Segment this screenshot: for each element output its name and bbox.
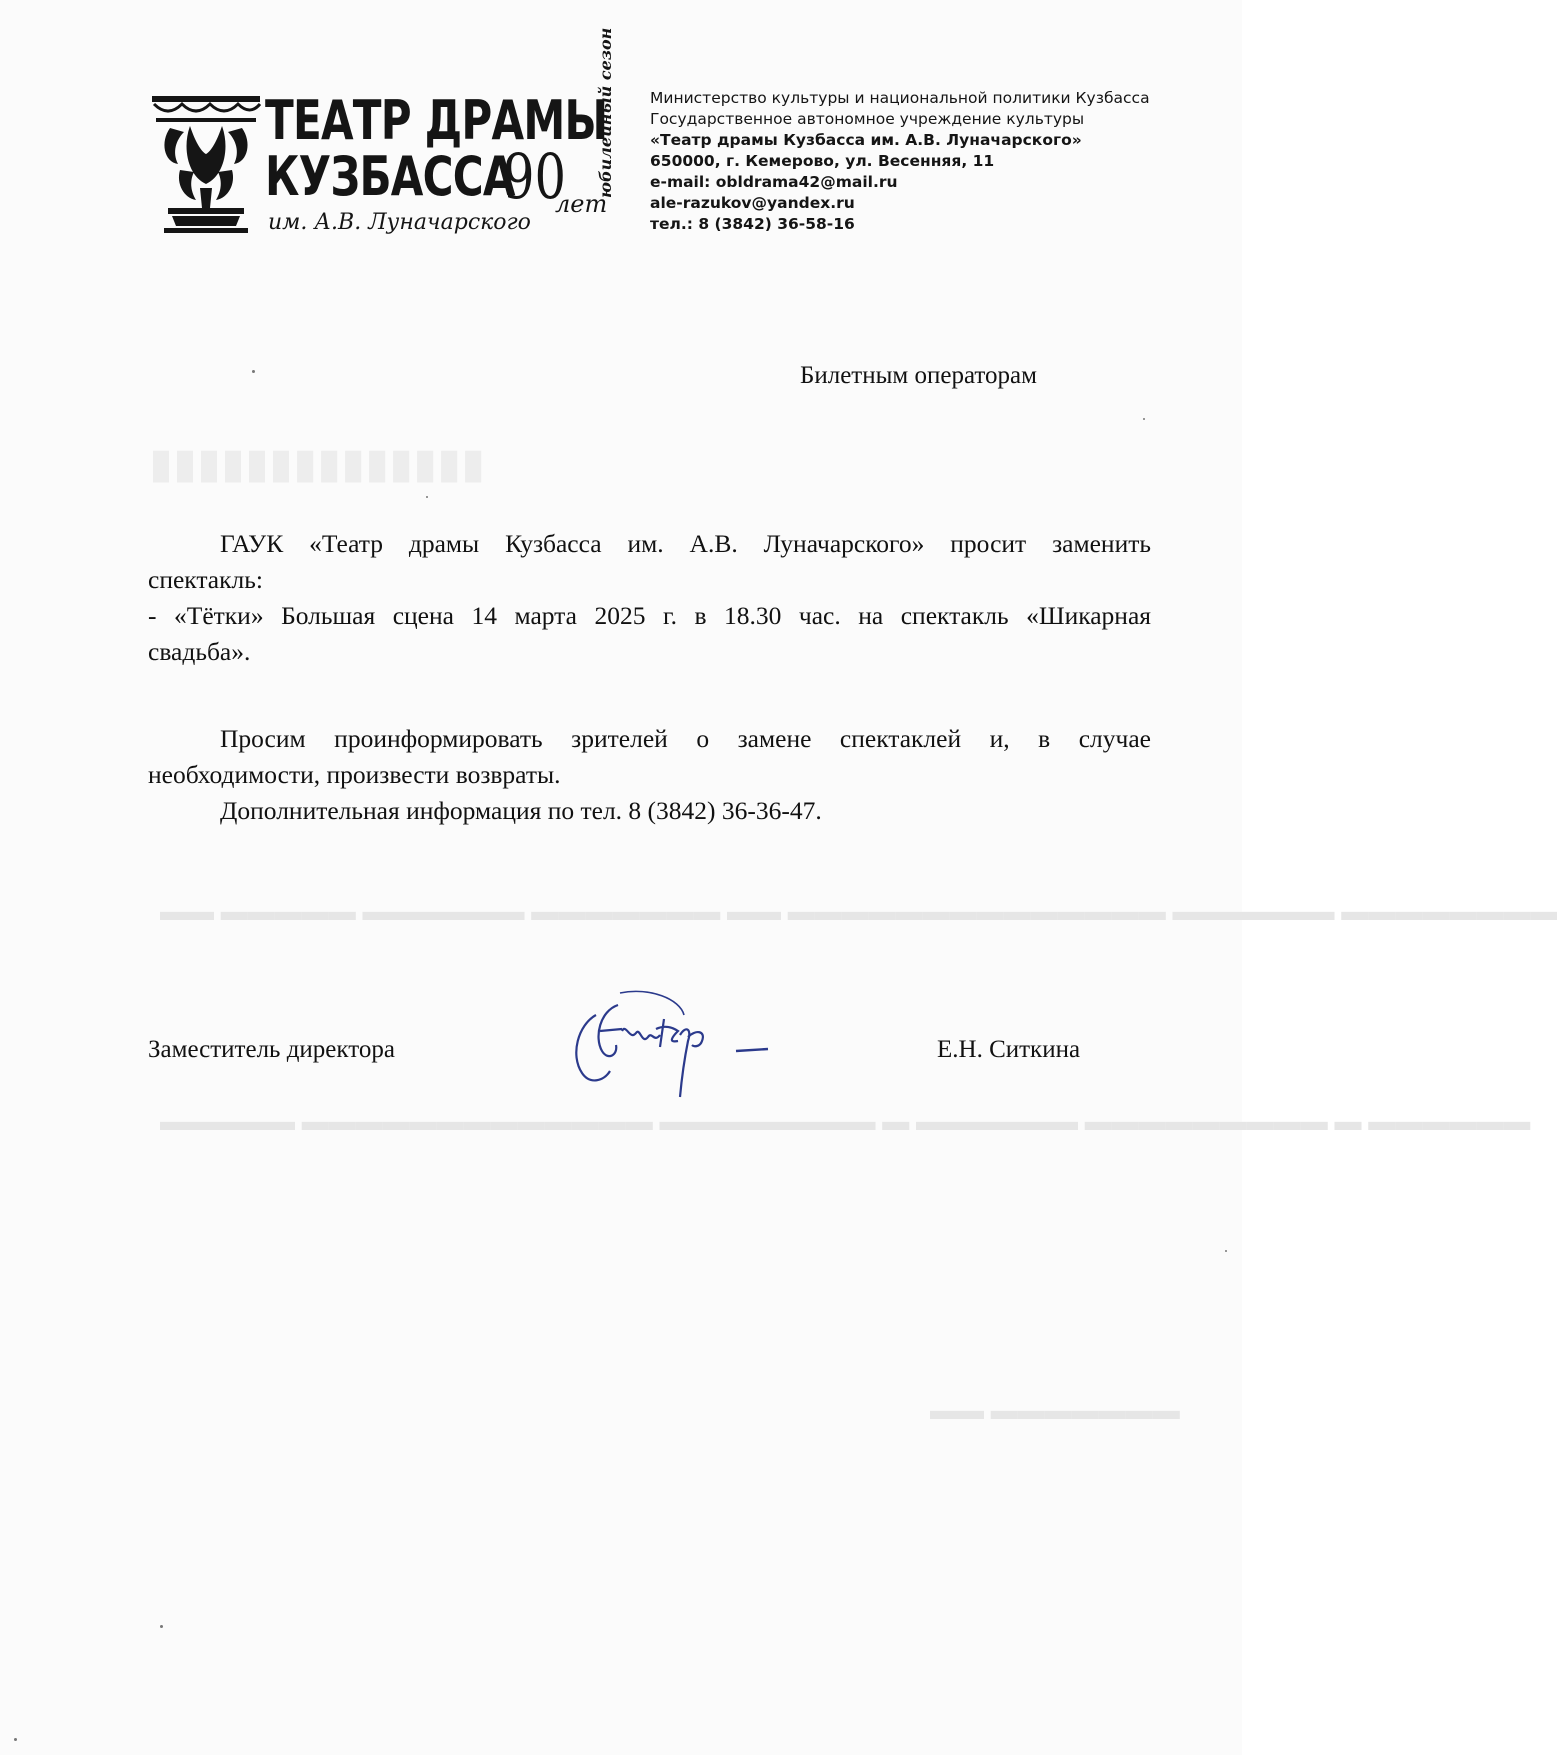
request-line-1: ГАУК «Театр драмы Кузбасса им. А.В. Луначарского» просит заменить bbox=[220, 529, 1151, 558]
handwritten-signature bbox=[560, 985, 800, 1105]
email-line-2: ale-razukov@yandex.ru bbox=[650, 194, 855, 212]
bleed-through-header: ▮▮▮▮▮▮▮▮▮▮▮▮▮▮ bbox=[150, 441, 487, 486]
scan-speck bbox=[426, 496, 428, 498]
signatory-name: Е.Н. Ситкина bbox=[937, 1036, 1081, 1063]
logo-title-line-1: ТЕАТР ДРАМЫ bbox=[265, 89, 608, 152]
ministry-line: Министерство культуры и национальной политики Кузбасса bbox=[650, 89, 1150, 107]
logo-anniversary-number: 90 bbox=[503, 140, 567, 213]
scan-speck bbox=[160, 1625, 163, 1628]
scan-speck bbox=[14, 1738, 17, 1741]
letterhead-contacts bbox=[650, 88, 1150, 235]
logo-script-name: им. А.В. Луначарского bbox=[268, 210, 531, 235]
bleed-through-text-3: ▬▬ ▬▬▬▬▬▬▬ bbox=[930, 1395, 1180, 1425]
logo-title-line-2: КУЗБАССА bbox=[265, 145, 515, 208]
scan-speck bbox=[1143, 418, 1145, 420]
logo-vertical-text: юбилейный сезон bbox=[596, 27, 615, 198]
address-line: 650000, г. Кемерово, ул. Весенняя, 11 bbox=[650, 152, 995, 170]
email-line-1: e-mail: obldrama42@mail.ru bbox=[650, 173, 898, 191]
request-line-2: спектакль: bbox=[148, 565, 263, 594]
institution-name-line: «Театр драмы Кузбасса им. А.В. Луначарского» bbox=[650, 131, 1082, 149]
phone-line: тел.: 8 (3842) 36-58-16 bbox=[650, 215, 855, 233]
institution-type-line: Государственное автономное учреждение культуры bbox=[650, 110, 1085, 128]
theatre-logo bbox=[150, 27, 620, 248]
logo-anniversary-unit: лет bbox=[555, 190, 608, 218]
bleed-through-text-2: ▬▬▬▬▬ ▬▬▬▬▬▬▬▬▬▬▬▬▬ ▬▬▬▬▬▬▬▬ ▬ ▬▬▬▬▬▬ ▬▬▬▬▬▬▬▬▬ ▬ ▬▬▬▬▬▬ bbox=[160, 1106, 1531, 1136]
contact-info-line: Дополнительная информация по тел. 8 (3842) 36-36-47. bbox=[220, 796, 822, 825]
letter-body-request bbox=[148, 526, 1151, 670]
signatory-title: Заместитель директора bbox=[148, 1036, 395, 1063]
bleed-through-text-1: ▬▬ ▬▬▬▬▬ ▬▬▬▬▬▬ ▬▬▬▬▬▬▬ ▬▬ ▬▬▬▬▬▬▬▬▬▬▬▬▬▬ ▬▬▬▬▬▬ ▬▬▬▬▬▬▬▬ bbox=[160, 896, 1557, 926]
notice-line-1: Просим проинформировать зрителей о замене спектаклей и, в случае bbox=[220, 724, 1151, 753]
recipient: Билетным операторам bbox=[800, 362, 1037, 389]
column-capital-icon bbox=[150, 92, 262, 242]
scan-speck bbox=[1225, 1250, 1227, 1252]
replacement-line-1: - «Тётки» Большая сцена 14 марта 2025 г. в 18.30 час. на спектакль «Шикарная bbox=[148, 601, 1151, 630]
notice-line-2: необходимости, произвести возвраты. bbox=[148, 760, 561, 789]
scan-speck bbox=[252, 370, 255, 373]
letter-body-notice bbox=[148, 721, 1151, 829]
replacement-line-2: свадьба». bbox=[148, 637, 251, 666]
